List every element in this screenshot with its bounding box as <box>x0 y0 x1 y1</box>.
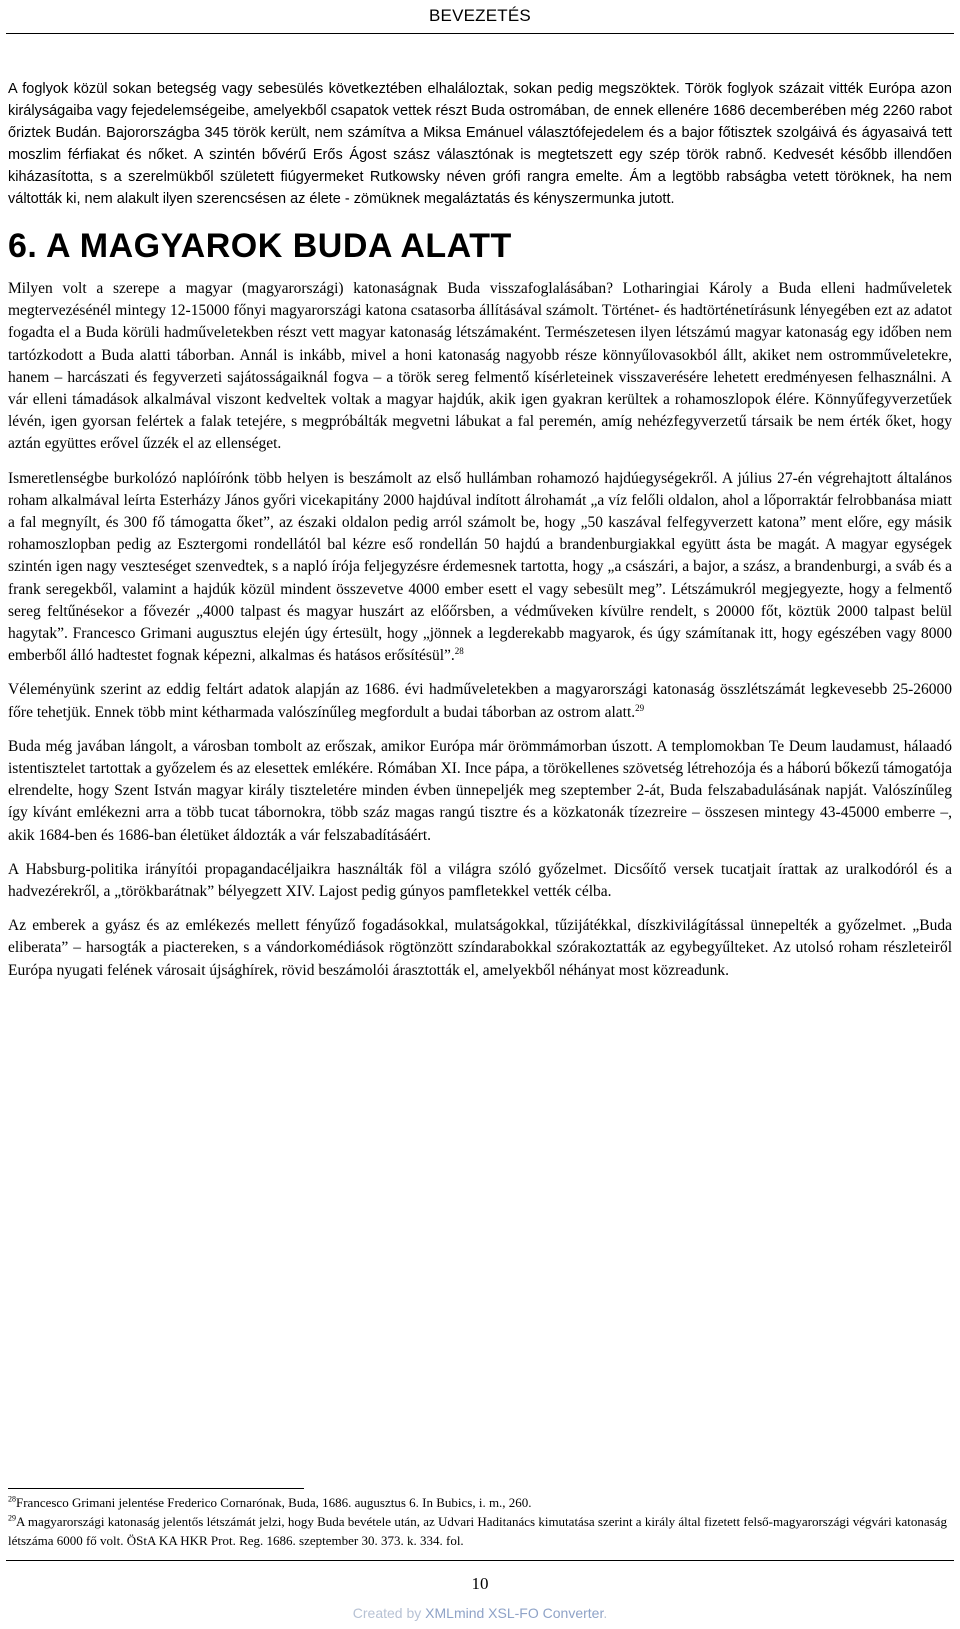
page-number: 10 <box>471 1574 489 1593</box>
paragraph-diarist <box>8 468 952 668</box>
footnote-ref-28[interactable]: 28 <box>454 646 464 657</box>
paragraph-hungarian-forces: Milyen volt a szerepe a magyar (magyarországi) katonaságnak Buda visszafoglalásában? Lotharingiai Károly a Buda elleni hadműveletek megtervezésénél mintegy 12-15000 főnyi magyarországi katona csatasorba állításával számolt. Történet- és hadtörténetírásunk lényegében ezt az adatot fogadta el a Buda körüli hadműveletekben részt vett magyar katonaság létszámaként. Természetesen ilyen létszámú magyar katonaság egy időben nem tartózkodott a Buda alatti táborban. Annál is inkább, mivel a honi katonaság nagyobb része könnyűlovasokból állt, akiket nem ostromműveletekre, hanem – harcászati és fegyverzeti sajátosságaiknál fogva – a török sereg felmentő kísérleteinek visszaverésére lehetett eredményesen felhasználni. A vár elleni támadások alkalmával viszont kedveltek voltak a magyar hajdúk, akik igen gyakran kerültek a rohamoszlopok élére. Könnyűfegyverzetűek lévén, igen gyorsan felértek a falak tetejére, s megpróbálták megvetni lábukat a fal peremén, amíg nehézfegyverzetű társaik be nem érték őket, hogy aztán együttes erővel űzzék el az ellenséget. <box>8 280 952 453</box>
watermark-prefix: Created by <box>352 1605 426 1621</box>
footnote-text: A magyarországi katonaság jelentős létszámát jelzi, hogy Buda bevétele után, az Udvari Haditanács kimutatása szerint a király által fizetett felső-magyarországi végvári katonaság létszáma 6000 fő volt. ÖStA KA HKR Prot. Reg. 1686. szeptember 30. 373. k. 334. fol. <box>8 1514 947 1548</box>
footer-divider <box>6 1560 954 1561</box>
intro-paragraph: A foglyok közül sokan betegség vagy sebesülés következtében elhaláloztak, sokan pedig megszöktek. Török foglyok százait vitték Európa azon királyságaiba vagy fejedelemségeibe, amelyekből csapatok vettek részt Buda ostromában, de ennek ellenére 1686 decemberében még 2260 rabot őriztek Budán. Bajorországba 345 török került, nem számítva a Miksa Emánuel választófejedelem és a bajor főtisztek szolgáivá és ágyasaivá tett moszlim férfiakat és nőket. A szintén bővérű Erős Ágost szász választónak is megtetszett egy szép török rabnő. Kedvesét később illendően kiházasította, s a szerelmükből született fiúgyermeket Rutkowsky néven grófi rangra emelte. Ám a legtöbb rabságba vetett töröknek, ha nem váltották ki, nem alakult ilyen szerencsésen az élete - zömüknek megaláztatás és kényszermunka jutott. <box>8 81 952 207</box>
footnote-number: 29 <box>8 1513 16 1523</box>
footnote-divider <box>8 1488 304 1489</box>
paragraph-text: Véleményünk szerint az eddig feltárt adatok alapján az 1686. évi hadműveletekben a magyarországi katonaság összlétszámát legkevesebb 25-26000 főre tehetjük. Ennek több mint kétharmada valószínűleg megfordult a budai táborban az ostrom alatt. <box>8 681 952 721</box>
footnotes <box>8 1493 952 1550</box>
running-header: BEVEZETÉS <box>429 6 531 25</box>
paragraph-habsburg-propaganda: A Habsburg-politika irányítói propagandacéljaikra használták föl a világra szóló győzelmet. Dicsőítő versek tucatjait írattak az uralkodóról és a hadvezérekről, a „törökbarátnak” bélyegzett XIV. Lajost pedig gúnyos pamfletekkel vették célba. <box>8 860 952 901</box>
footnote-number: 28 <box>8 1494 16 1504</box>
converter-watermark <box>0 1605 960 1621</box>
footnote-29 <box>8 1512 952 1550</box>
paragraph-public-celebrations: Az emberek a gyász és az emlékezés mellett fényűző fogadásokkal, mulatságokkal, tűzijátékkal, díszkivilágítással ünnepelték a győzelmet. „Buda eliberata” – harsogták a piactereken, s a vándorkomédiások rögtönzött színdarabokkal szórakoztatták az egybegyűlteket. Az utolsó roham részleteiről Európa nyugati felének városait újsághírek, rövid beszámolói árasztották el, amelyekből néhányat most közreadunk. <box>8 917 952 979</box>
watermark-suffix: . <box>603 1605 608 1621</box>
watermark-brand-link[interactable]: XMLmind XSL-FO Converter <box>425 1605 604 1621</box>
footnote-ref-29[interactable]: 29 <box>635 702 645 713</box>
paragraph-text: Ismeretlenségbe burkolózó naplóírónk több helyen is beszámolt az első hullámban rohamozó hajdúegységekről. A július 27-én végrehajtott általános roham alkalmával leírta Esterházy János győri vicekapitány 2000 hajdúval indított álrohamát „a víz felőli oldalon, ahol a lőporraktár felrobbanása miatt a fal megnyílt, és 300 fő támogatta őket”, az északi oldalon pedig arról számolt be, hogy „50 kaszával felfegyverzett katona” ment előre, egy másik rohamoszlopban pedig az Esztergomi rondellától bal kézre eső rondellán 50 hajdú a brandenburgiakkal együtt ásta be magát. A magyar egységek szintén igen nagy veszteséget szenvedtek, s a napló írója feljegyzésre érdemesnek tartotta, hogy „a császári, a bajor, a szász, a brandenburgi, a sváb és a frank seregekből, valamint a hajdúk közül mindent összevetve 4000 ember esett el vagy sebesült meg”. Létszámukról megjegyezte, hogy a felmentő sereg feltűnésekor a fővezér „4000 talpast és magyar huszárt az előőrsben, a védműveken kívülre rendelt, s 20000 főt, köztük 2000 talpast belül hagytak”. Francesco Grimani augusztus elején úgy értesült, hogy „jönnek a legderekabb magyarok, és úgy számítanak itt, hogy egészében vagy 8000 emberből álló hadtestet fognak képezni, alkalmas és hatásos erősítésül”. <box>8 469 952 665</box>
header-divider <box>6 33 954 34</box>
chapter-title: 6. A MAGYAROK BUDA ALATT <box>8 227 512 265</box>
paragraph-europe-celebrates: Buda még javában lángolt, a városban tombolt az erőszak, amikor Európa már örömmámorban úszott. A templomokban Te Deum laudamust, hálaadó istentisztelet tartottak a győzelem és az elesettek emlékére. Rómában XI. Ince pápa, a törökellenes szövetség létrehozója és a háború bőkezű támogatója elrendelte, hogy Szent István magyar király tiszteletére minden évben ünnepeljék meg szeptember 2-át, Buda felszabadulásának napját. Valószínűleg így kívánt emlékezni arra a több tucat tábornokra, több száz magas rangú tisztre és a közkatonák tízezreire – összesen mintegy 43-45000 emberre –, akik 1684-ben és 1686-ban életüket áldozták a vár felszabadításáért. <box>8 737 952 844</box>
footnote-text: Francesco Grimani jelentése Frederico Cornarónak, Buda, 1686. augusztus 6. In Bubics, i. m., 260. <box>16 1495 532 1510</box>
footnote-28 <box>8 1493 952 1512</box>
body-text <box>8 78 952 982</box>
paragraph-total-strength <box>8 679 952 723</box>
